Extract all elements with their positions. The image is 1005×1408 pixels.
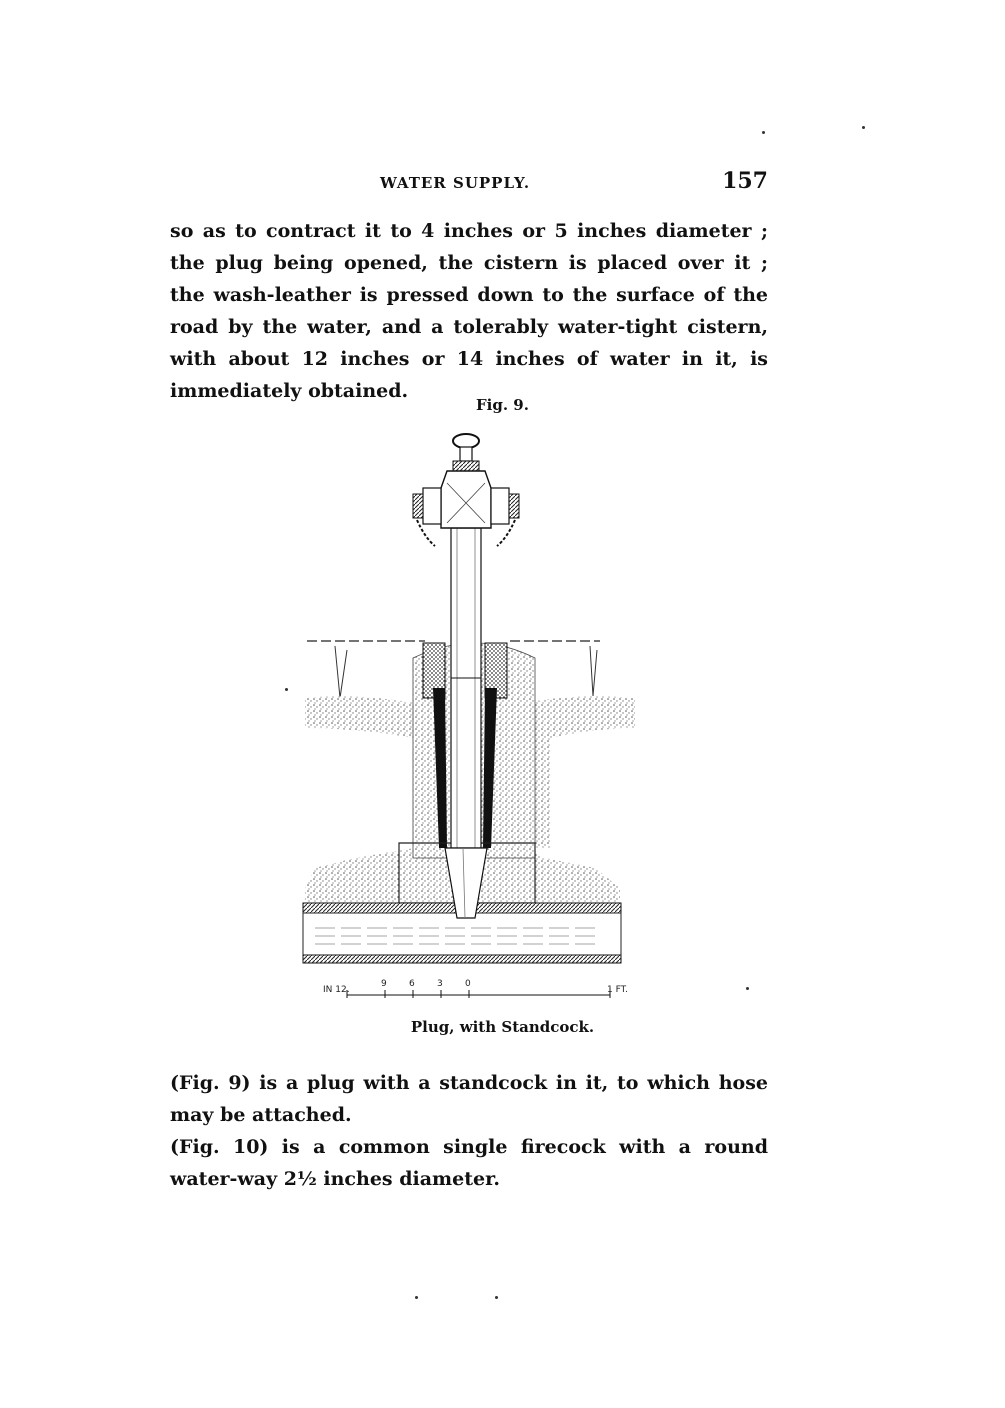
body-paragraph-2: (Fig. 9) is a plug with a standcock in it, to which hose may be attached. bbox=[170, 1072, 768, 1126]
scale-right-label: 1 FT. bbox=[607, 985, 628, 995]
plug-standcock-drawing bbox=[295, 428, 645, 1000]
page-number: 157 bbox=[722, 168, 768, 194]
page-speck bbox=[746, 987, 749, 990]
page-speck bbox=[862, 126, 865, 129]
page-speck bbox=[495, 1296, 498, 1299]
scale-tick-label: 6 bbox=[409, 979, 415, 989]
figure-illustration bbox=[295, 428, 645, 1000]
scale-left-label: IN 12. bbox=[323, 985, 350, 995]
body-paragraph-3: (Fig. 10) is a common single firecock with a round water-way 2½ inches diameter. bbox=[170, 1136, 768, 1190]
figure-caption: Plug, with Standcock. bbox=[410, 1018, 595, 1036]
scale-tick-label: 9 bbox=[381, 979, 387, 989]
page-header bbox=[170, 168, 768, 198]
page-speck bbox=[762, 131, 765, 134]
scale-tick-label: 3 bbox=[437, 979, 443, 989]
page-speck bbox=[415, 1296, 418, 1299]
figure-label: Fig. 9. bbox=[476, 396, 529, 414]
running-head: WATER SUPPLY. bbox=[380, 174, 531, 192]
standpipe bbox=[445, 528, 487, 918]
figure-scale-bar bbox=[323, 979, 628, 998]
body-paragraph-1: so as to contract it to 4 inches or 5 inches diameter ; the plug being opened, the cistern is placed over it ; the wash-leather is pressed down to the surface of the road by the water, and a tolerably water-tight cistern, with about 12 inches or 14 inches of water in it, is immediately obtained. bbox=[170, 220, 768, 402]
scale-tick-label: 0 bbox=[465, 979, 471, 989]
page-speck bbox=[285, 688, 288, 691]
